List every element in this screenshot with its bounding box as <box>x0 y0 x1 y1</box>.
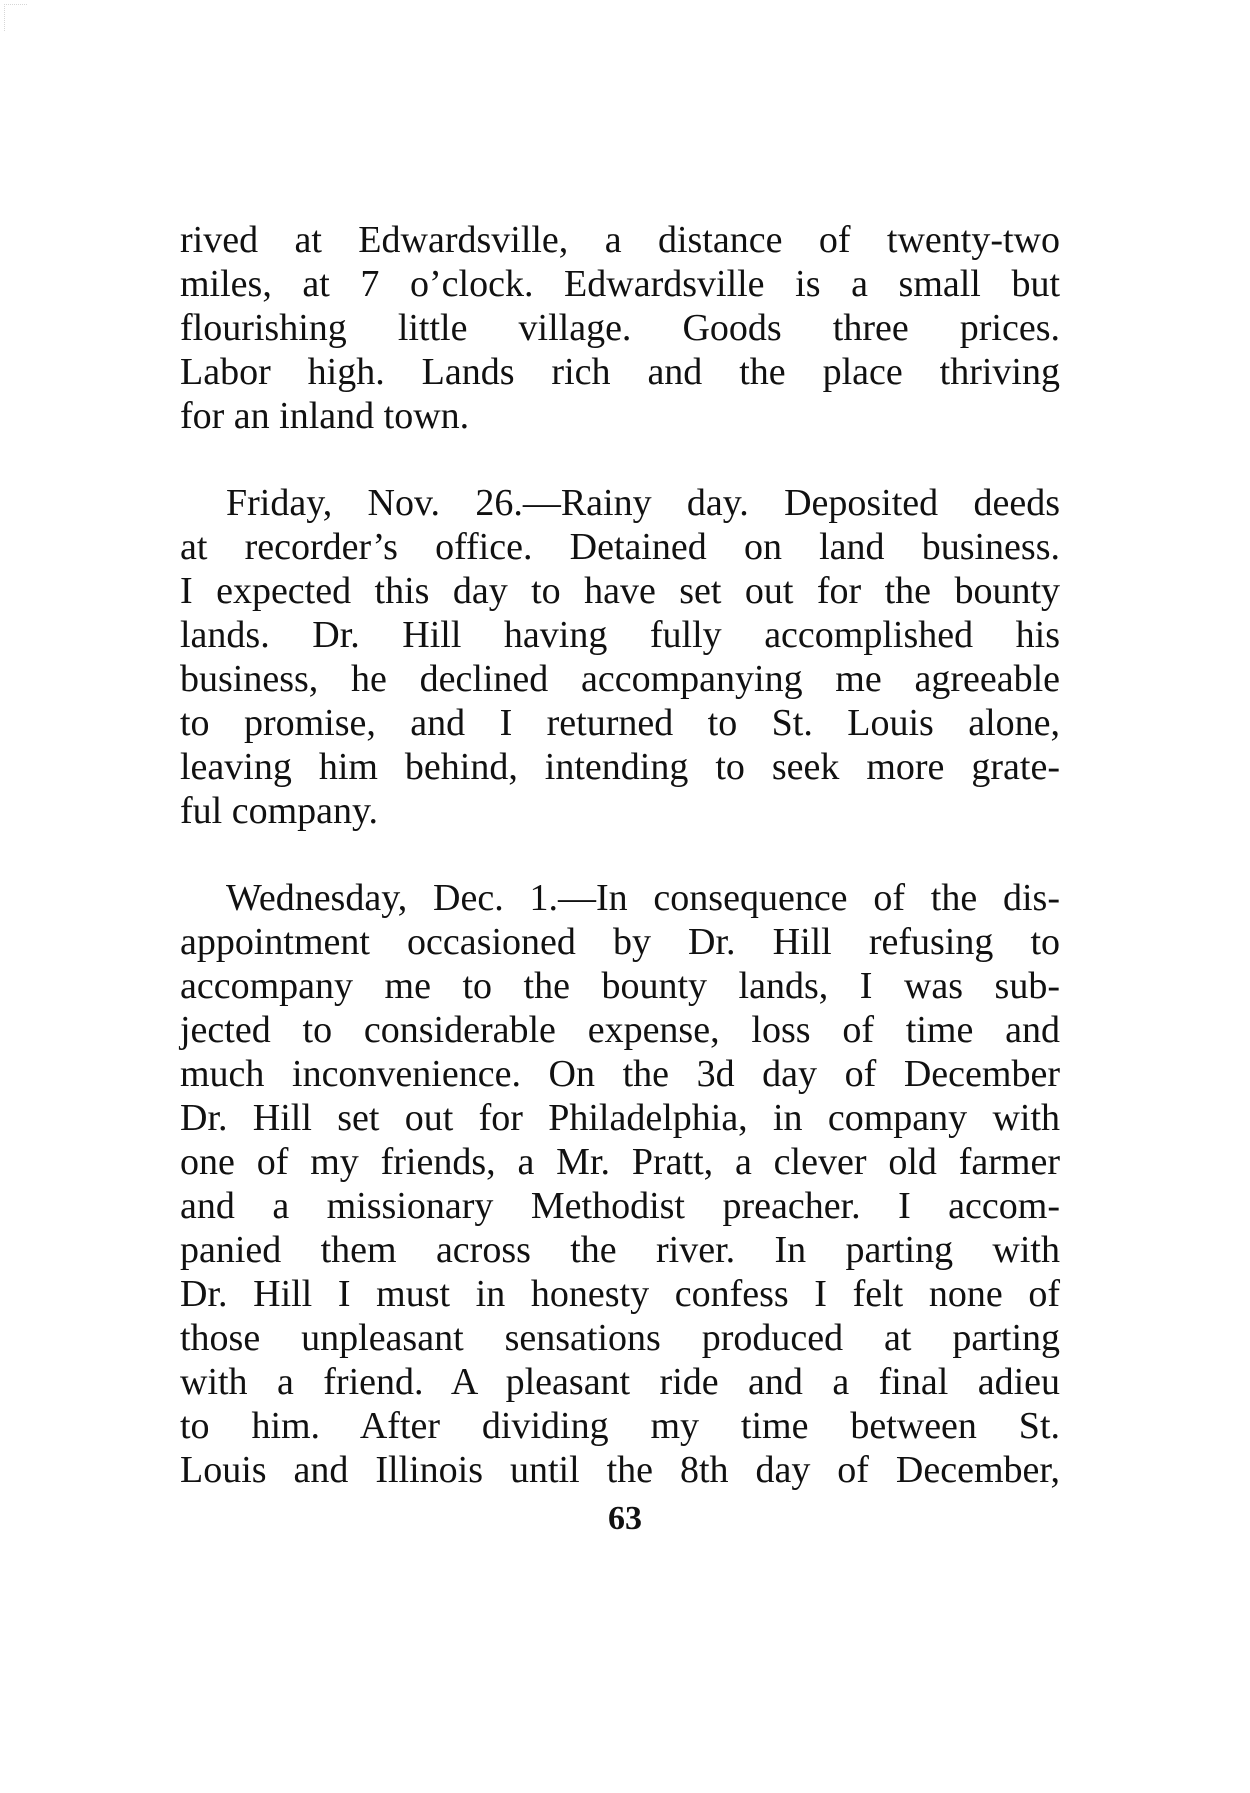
text-line: for an inland town. <box>180 395 470 437</box>
paragraph-2 <box>180 481 1060 833</box>
text-line: I expected this day to have set out for the bounty <box>180 570 1060 612</box>
text-line: at recorder’s office. Detained on land business. <box>180 526 1060 568</box>
page-number: 63 <box>608 1500 642 1537</box>
text-line: panied them across the river. In parting with <box>180 1229 1060 1271</box>
text-line: to him. After dividing my time between St. <box>180 1405 1060 1447</box>
text-line: Dr. Hill set out for Philadelphia, in company with <box>180 1097 1060 1139</box>
text-line: and a missionary Methodist preacher. I accom- <box>180 1185 1060 1227</box>
scan-artifact <box>4 4 27 31</box>
text-line: leaving him behind, intending to seek more grate- <box>180 746 1060 788</box>
text-line: rived at Edwardsville, a distance of twenty-two <box>180 219 1060 261</box>
text-line: Dr. Hill I must in honesty confess I felt none of <box>180 1273 1060 1315</box>
text-line: accompany me to the bounty lands, I was sub- <box>180 965 1060 1007</box>
text-line: appointment occasioned by Dr. Hill refusing to <box>180 921 1060 963</box>
text-line: miles, at 7 o’clock. Edwardsville is a small but <box>180 263 1060 305</box>
text-line: to promise, and I returned to St. Louis alone, <box>180 702 1060 744</box>
text-line: Friday, Nov. 26.—Rainy day. Deposited deeds <box>226 482 1060 524</box>
text-line: flourishing little village. Goods three prices. <box>180 307 1060 349</box>
text-line: one of my friends, a Mr. Pratt, a clever old farmer <box>180 1141 1060 1183</box>
text-line: with a friend. A pleasant ride and a final adieu <box>180 1361 1060 1403</box>
paragraph-1 <box>180 218 1060 438</box>
text-line: ful company. <box>180 790 379 832</box>
text-line: Wednesday, Dec. 1.—In consequence of the dis- <box>226 877 1060 919</box>
text-line: Labor high. Lands rich and the place thriving <box>180 351 1060 393</box>
text-line: jected to considerable expense, loss of time and <box>180 1009 1060 1051</box>
text-line: lands. Dr. Hill having fully accomplished his <box>180 614 1060 656</box>
text-line: much inconvenience. On the 3d day of December <box>180 1053 1060 1095</box>
text-line: those unpleasant sensations produced at parting <box>180 1317 1060 1359</box>
text-line: business, he declined accompanying me agreeable <box>180 658 1060 700</box>
paragraph-3 <box>180 876 1060 1492</box>
text-line: Louis and Illinois until the 8th day of December, <box>180 1449 1060 1491</box>
